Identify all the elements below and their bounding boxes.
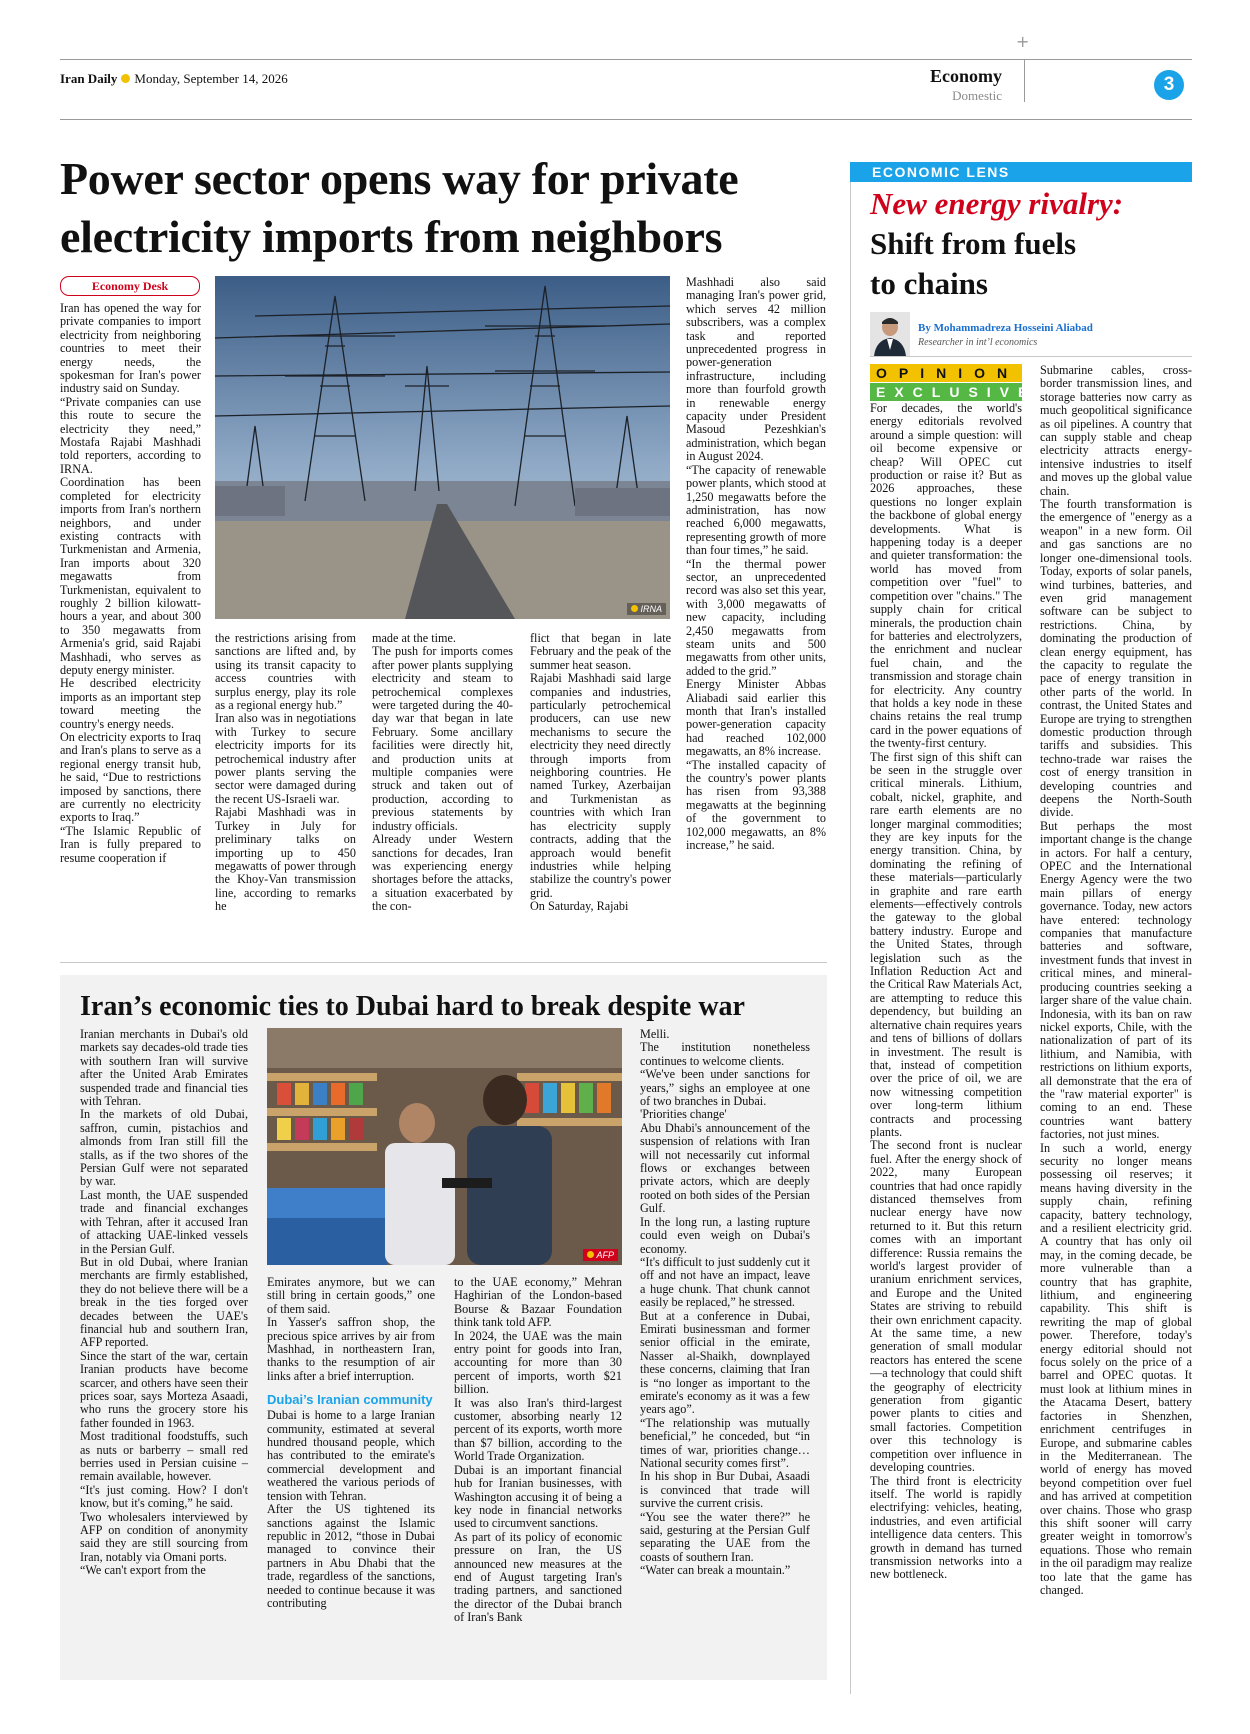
author-portrait-image bbox=[870, 312, 910, 356]
lead-paragraph: the restrictions arising from sanctions are lifted and, by using its transit capacity to access countries with surplus energy, play its role as a regional energy hub.” bbox=[215, 632, 356, 713]
lead-col-5 bbox=[686, 276, 826, 946]
lens-paragraph: The fourth transformation is the emergence of "energy as a weapon" in a new form. Oil and gas sanctions are no longer one-dimensional tools. Today, exports of solar panels, wind turbines, batteries, and even grid management software can be subject to restrictions. China, by dominating the production of clean energy equipment, has the capacity to regulate the pace of energy transition in other parts of the world. In contrast, the United States and Europe are trying to strengthen domestic production through tariffs and subsidies. This techno-trade war raises the cost of energy transition in developing countries and deepens the North-South divide. bbox=[1040, 497, 1192, 820]
lead-bottom-rule bbox=[60, 962, 827, 963]
dubai-paragraph: to the UAE economy,” Mehran Haghirian of the London-based Bourse & Bazaar Foundation think tank told AFP. bbox=[454, 1276, 622, 1330]
dubai-paragraph: It was also Iran's third-largest customer, absorbing nearly 12 percent of its exports, worth more than $7 billion, according to the World Trade Organization. bbox=[454, 1395, 622, 1464]
lens-byline: By Mohammadreza Hosseini Aliabad bbox=[918, 322, 1093, 334]
economic-lens-bar: ECONOMIC LENS bbox=[850, 162, 1192, 182]
lens-title bbox=[870, 224, 1192, 304]
lens-left-border bbox=[850, 182, 851, 1694]
dubai-paragraph: Two wholesalers interviewed by AFP on condition of anonymity said they are still sourcing from Iran, notably via Omani ports. bbox=[80, 1509, 248, 1564]
lens-paragraph: The second front is nuclear fuel. After the energy shock of 2022, many European countries that had once rapidly distanced themselves from nuclear energy have now returned to it. But this return comes with an important difference: Russia remains the world's largest provider of uranium enrichment services, and Europe and the United States are striving to rebuild their own enrichment capacity. At the same time, a new generation of small modular reactors has entered the scene—a technology that could shift the geography of electricity generation from gigantic power plants to cities and small factories. Competition over this technology is competition over influence in developing countries. bbox=[870, 1138, 1022, 1475]
grocery-shop-image bbox=[267, 1028, 622, 1265]
dubai-shop-photo bbox=[267, 1028, 622, 1265]
economy-desk-badge: Economy Desk bbox=[60, 276, 200, 296]
photo-credit bbox=[583, 1249, 618, 1261]
issue-date: Monday, September 14, 2026 bbox=[134, 71, 288, 86]
lead-headline-line1: Power sector opens way for private bbox=[60, 153, 739, 204]
lead-paragraph: flict that began in late February and the peak of the summer heat season. bbox=[530, 632, 671, 672]
lens-paragraph: For decades, the world's energy editorials revolved around a simple question: will oil become expensive or cheap? Will OPEC cut production or raise it? But as 2026 approaches, these questions no longer explain the backbone of global energy developments. What is happening today is a deeper and quieter transformation: the world has moved from competition over "fuel" to competition over "chains." The supply chain for critical minerals, the production chain for batteries and electrolyzers, the enrichment and nuclear fuel chain, and the transmission and storage chain for electricity. Any country that holds a key node in these chains retains the real trump card in the power equations of the twenty-first century. bbox=[870, 402, 1022, 751]
dubai-paragraph: Melli. bbox=[640, 1028, 670, 1041]
credit-dot-icon bbox=[587, 1251, 594, 1258]
lead-paragraph: Mashhadi also said managing Iran's power grid, which serves 42 million subscribers, was a complex task and reported unprecedented progress in power-generation infrastructure, including more than fourfold growth in renewable energy capacity under President Masoud Pezeshkian's administration, which began in August 2024. bbox=[686, 276, 826, 464]
header-divider bbox=[1024, 60, 1025, 102]
opinion-tag: OPINION bbox=[870, 364, 1022, 382]
dubai-paragraph: Last month, the UAE suspended trade and financial exchanges with Tehran, after it accused Iran of attacking UAE-linked vessels in the Persian Gulf. bbox=[80, 1187, 248, 1256]
lead-col-4 bbox=[530, 632, 671, 946]
dubai-paragraph: In the long run, a lasting rupture could even weigh on Dubai's economy. bbox=[640, 1214, 810, 1256]
lens-col-1 bbox=[870, 402, 1022, 1692]
lead-paragraph: On electricity exports to Iraq and Iran's plans to serve as a regional energy transit hub, he said, “Due to restrictions imposed by sanctions, there are currently no electricity exports to Iraq.” bbox=[60, 730, 201, 825]
lens-author-role: Researcher in int’l economics bbox=[918, 337, 1038, 348]
dubai-paragraph: Dubai is an important financial hub for Iranian businesses, with Washington accusing it of being a key node in financial networks used to circumvent sanctions. bbox=[454, 1462, 622, 1531]
dubai-paragraph: 'Priorities change' bbox=[640, 1107, 727, 1122]
credit-dot-icon bbox=[631, 605, 638, 612]
dubai-paragraph: Most traditional foodstuffs, such as nuts or barberry – small red berries used in Persian cuisine – remain available, however. bbox=[80, 1429, 248, 1484]
dubai-paragraph: The institution nonetheless continues to welcome clients. bbox=[640, 1040, 810, 1068]
dubai-paragraph: But at a conference in Dubai, Emirati businessman and former senior official in the emirate, Nasser al-Shaikh, downplayed these concerns, claiming that Iran is “no longer as important to the emirate's economy as it was a few years ago”. bbox=[640, 1308, 810, 1417]
paper-name: Iran Daily bbox=[60, 71, 118, 86]
dubai-paragraph: But in old Dubai, where Iranian merchants are firmly established, they do not believe there will be a break in the ties forged over decades between the UAE's financial hub and southern Iran, AFP reported. bbox=[80, 1254, 248, 1350]
lead-paragraph: “The Islamic Republic of Iran is fully prepared to resume cooperation if bbox=[60, 823, 201, 865]
lead-paragraph: Iran also was in negotiations with Turkey to secure electricity imports for its petrochemical industry after power plants serving the sector were damaged during the recent US-Israeli war. bbox=[215, 711, 356, 806]
dubai-col-1 bbox=[80, 1028, 248, 1671]
dubai-headline: Iran’s economic ties to Dubai hard to break despite war bbox=[80, 991, 745, 1022]
lens-paragraph: The third front is electricity itself. The world is rapidly electrifying: vehicles, heating, industries, and even artificial intelligence data centers. This growth in demand has turned transmission networks into a new bottleneck. bbox=[870, 1473, 1022, 1582]
header-bottom-rule bbox=[60, 119, 1192, 120]
lead-col-3 bbox=[372, 632, 513, 946]
dubai-paragraph: “The relationship was mutually beneficial,” he conceded, but “in times of war, priorities change… National security comes first”. bbox=[640, 1415, 810, 1470]
lead-paragraph: He described electricity imports as an important step toward meeting the country's energy needs. bbox=[60, 676, 201, 731]
lens-title-line1: Shift from fuels bbox=[870, 226, 1077, 261]
dubai-paragraph: “We've been under sanctions for years,” sighs an employee at one of two branches in Dubai. bbox=[640, 1067, 810, 1109]
lead-paragraph: Rajabi Mashhadi said large companies and industries, particularly petrochemical producers, can use new mechanisms to secure the electricity they need directly through imports from neighboring countries. He named Turkey, Azerbaijan and Turkmenistan as countries with which Iran has electricity supply contracts, adding that the approach would benefit industries while helping stabilize the country's power grid. bbox=[530, 671, 671, 900]
header-left bbox=[60, 68, 288, 87]
photo-credit-text: IRNA bbox=[640, 604, 662, 614]
dubai-subhead: Dubai’s Iranian community bbox=[267, 1392, 433, 1408]
transmission-towers-image bbox=[215, 276, 670, 619]
lead-paragraph: Coordination has been completed for electricity imports from Iran's northern neighbors, and under existing contracts with Turkmenistan and Armenia, Iran imports about 320 megawatts from Turkmenistan, equivalent to roughly 2 billion kilowatt-hours a year, and about 300 to 350 megawatts from Armenia's grid, said Rajabi Mashhadi, who serves as deputy energy minister. bbox=[60, 475, 201, 677]
dubai-paragraph: In the markets of old Dubai, saffron, cumin, pistachios and almonds from Iran still fill the stalls, as if the two shores of the Persian Gulf were not separated by war. bbox=[80, 1107, 248, 1189]
header-top-rule bbox=[60, 59, 1192, 60]
lead-col-2 bbox=[215, 632, 356, 946]
dubai-paragraph: Since the start of the war, certain Iranian products have become scarcer, and others have seen their prices soar, says Morteza Asaadi, who runs the grocery store his father founded in 1963. bbox=[80, 1348, 248, 1430]
dubai-paragraph: “It's just coming. How? I don't know, but it's coming,” he said. bbox=[80, 1482, 248, 1511]
crosshair-icon: + bbox=[1016, 32, 1030, 51]
exclusive-tag: EXCLUSIVE bbox=[870, 383, 1022, 401]
lens-col-2 bbox=[1040, 364, 1192, 1692]
lead-paragraph: made at the time. bbox=[372, 632, 456, 645]
lead-col-1 bbox=[60, 302, 201, 946]
lead-paragraph: “In the thermal power sector, an unprecedented record was also set this year, with 3,000 megawatts of new capacity, including 2,450 megawatts from steam units and 500 megawatts from other units, added to the grid.” bbox=[686, 556, 826, 678]
author-avatar bbox=[870, 312, 910, 356]
lens-paragraph: But perhaps the most important change is the change in actors. For half a century, OPEC and the International Energy Agency were the two main pillars of energy governance. Today, new actors have entered: technology companies that manufacture batteries and software, investment funds that invest in critical mines, and mineral-producing countries seeking a larger share of the value chain. Indonesia, with its ban on raw nickel exports, Chile, with the nationalization of part of its lithium, and Namibia, with restrictions on lithium exports, all demonstrate that the era of the "raw material exporter" is coming to an end. These countries want battery factories, not just mines. bbox=[1040, 818, 1192, 1142]
lead-headline bbox=[60, 150, 840, 266]
lens-byline-rule bbox=[870, 356, 1192, 357]
dubai-paragraph: After the US tightened its sanctions against the Islamic republic in 2012, “those in Dubai managed to convince their partners in Abu Dhabi that the trade, regardless of the sanctions, needed to continue because it was contributing bbox=[267, 1502, 435, 1610]
dubai-paragraph: In Yasser's saffron shop, the precious spice arrives by air from Mashhad, in northeastern Iran, thanks to the resumption of air links after a brief interruption. bbox=[267, 1315, 435, 1383]
lead-paragraph: Rajabi Mashhadi was in Turkey in July for preliminary talks on importing up to 450 megawatts of power through the Khoy-Van transmission line, according to remarks he bbox=[215, 805, 356, 914]
dubai-paragraph: As part of its policy of economic pressure on Iran, the US announced new measures at the end of August targeting Iran's trading partners, and sanctioned the director of the Dubai branch of Iran's Bank bbox=[454, 1529, 622, 1625]
dubai-paragraph: “Water can break a mountain.” bbox=[640, 1563, 791, 1578]
dubai-paragraph: “We can't export from the bbox=[80, 1563, 206, 1578]
dubai-col-2 bbox=[267, 1276, 435, 1671]
power-lines-photo bbox=[215, 276, 670, 619]
lens-paragraph: The first sign of this shift can be seen in the struggle over critical minerals. Lithium, cobalt, nickel, graphite, and rare earth elements are no longer marginal commodities; they are key inputs for the energy transition. China, by dominating the refining of these materials—particularly in graphite and rare earth elements—effectively controls the gateway to the global battery industry. Europe and the United States, through legislation such as the Inflation Reduction Act and the Critical Raw Materials Act, are attempting to reduce this dependency, but building an alternative chain requires years and tens of billions of dollars in investment. The result is that, instead of competition over the price of oil, we are now witnessing competition over long-term lithium contracts and processing plants. bbox=[870, 749, 1022, 1139]
lead-paragraph: Energy Minister Abbas Aliabadi said earlier this month that Iran's installed power-generation capacity had reached 102,000 megawatts, an 8% increase. bbox=[686, 677, 826, 759]
brand-dot-icon bbox=[121, 74, 130, 83]
dubai-col-4 bbox=[640, 1028, 810, 1671]
dubai-paragraph: Iranian merchants in Dubai's old markets say decades-old trade ties with southern Iran will survive after the United Arab Emirates suspended trade and financial ties with Tehran. bbox=[80, 1028, 248, 1109]
lead-paragraph: Already under Western sanctions for decades, Iran was experiencing energy shortages before the attacks, a situation exacerbated by the con- bbox=[372, 832, 513, 914]
dubai-paragraph: Abu Dhabi's announcement of the suspension of relations with Iran will not necessarily cut informal flows or exchanges between private actors, which are deeply rooted on both sides of the Persian Gulf. bbox=[640, 1120, 810, 1216]
dubai-paragraph: “You see the water there?” he said, gesturing at the Persian Gulf separating the UAE from the coasts of southern Iran. bbox=[640, 1509, 810, 1564]
dubai-paragraph: Emirates anymore, but we can still bring in certain goods,” one of them said. bbox=[267, 1276, 435, 1316]
dubai-paragraph: Dubai is home to a large Iranian community, estimated at several hundred thousand people, which has contributed to the emirate's commercial development and weathered the various periods of tension with Tehran. bbox=[267, 1408, 435, 1503]
lead-headline-line2: electricity imports from neighbors bbox=[60, 211, 723, 262]
subsection-name: Domestic bbox=[952, 88, 1002, 103]
lens-title-line2: to chains bbox=[870, 266, 988, 301]
dubai-paragraph: In his shop in Bur Dubai, Asaadi is convinced that trade will survive the current crisis. bbox=[640, 1469, 810, 1511]
lens-kicker: New energy rivalry: bbox=[870, 186, 1124, 221]
lead-paragraph: Iran has opened the way for private companies to import electricity from neighboring countries to meet their energy needs, the spokesman for Iran's power industry said on Sunday. bbox=[60, 302, 201, 396]
dubai-paragraph: “It's difficult to just suddenly cut it off and not have an impact, leave a huge chunk. That chunk cannot easily be replaced,” he stressed. bbox=[640, 1254, 810, 1310]
lead-paragraph: On Saturday, Rajabi bbox=[530, 899, 629, 914]
lead-paragraph: “The capacity of renewable power plants, which stood at 1,250 megawatts before the administration, has now reached 6,000 megawatts, representing growth of more than four times,” he said. bbox=[686, 462, 826, 558]
lens-paragraph: Submarine cables, cross-border transmission lines, and storage batteries now carry as much geopolitical significance as oil pipelines. A country that can supply stable and cheap electricity attracts energy-intensive industries to itself and moves up the global value chain. bbox=[1040, 364, 1192, 498]
photo-credit-text: AFP bbox=[596, 1250, 614, 1260]
dubai-col-3 bbox=[454, 1276, 622, 1671]
lead-paragraph: “Private companies can use this route to secure the electricity they need,” Mostafa Rajabi Mashhadi told reporters, according to IRNA. bbox=[60, 394, 201, 476]
photo-credit bbox=[627, 603, 666, 615]
lead-paragraph: “The installed capacity of the country's power plants has risen from 93,388 megawatts at the beginning of the government to 102,000 megawatts, an 8% increase,” he said. bbox=[686, 757, 826, 853]
lead-paragraph: The push for imports comes after power plants supplying electricity and steam to petrochemical complexes were targeted during the 40-day war that began in late February. Some ancillary facilities were directly hit, and production units at multiple companies were struck and taken out of production, according to previous statements by industry officials. bbox=[372, 644, 513, 833]
section-name: Economy bbox=[930, 66, 1002, 86]
lens-paragraph: In such a world, energy security no longer means possessing oil reserves; it means having diversity in the supply chain, refining capacity, battery technology, and a resilient electricity grid. A country that has only oil may, in the coming decade, be more vulnerable than a country that has graphite, lithium, and engineering capability. This shift is rewriting the map of global power. Therefore, today's energy editorial should not focus solely on the price of a barrel and OPEC quotas. It must look at lithium mines in the Atacama Desert, battery factories in Shenzhen, enrichment centrifuges in Europe, and submarine cables in the Mediterranean. The world of energy has moved beyond competition over fuel and has arrived at competition over chains. Those who grasp this shift sooner will carry greater weight in tomorrow's equations. Those who remain in the oil paradigm may realize too late that the game has changed. bbox=[1040, 1140, 1192, 1597]
page-number-badge: 3 bbox=[1154, 70, 1184, 100]
dubai-paragraph: In 2024, the UAE was the main entry point for goods into Iran, accounting for more than 30 percent of imports, worth $21 billion. bbox=[454, 1328, 622, 1397]
